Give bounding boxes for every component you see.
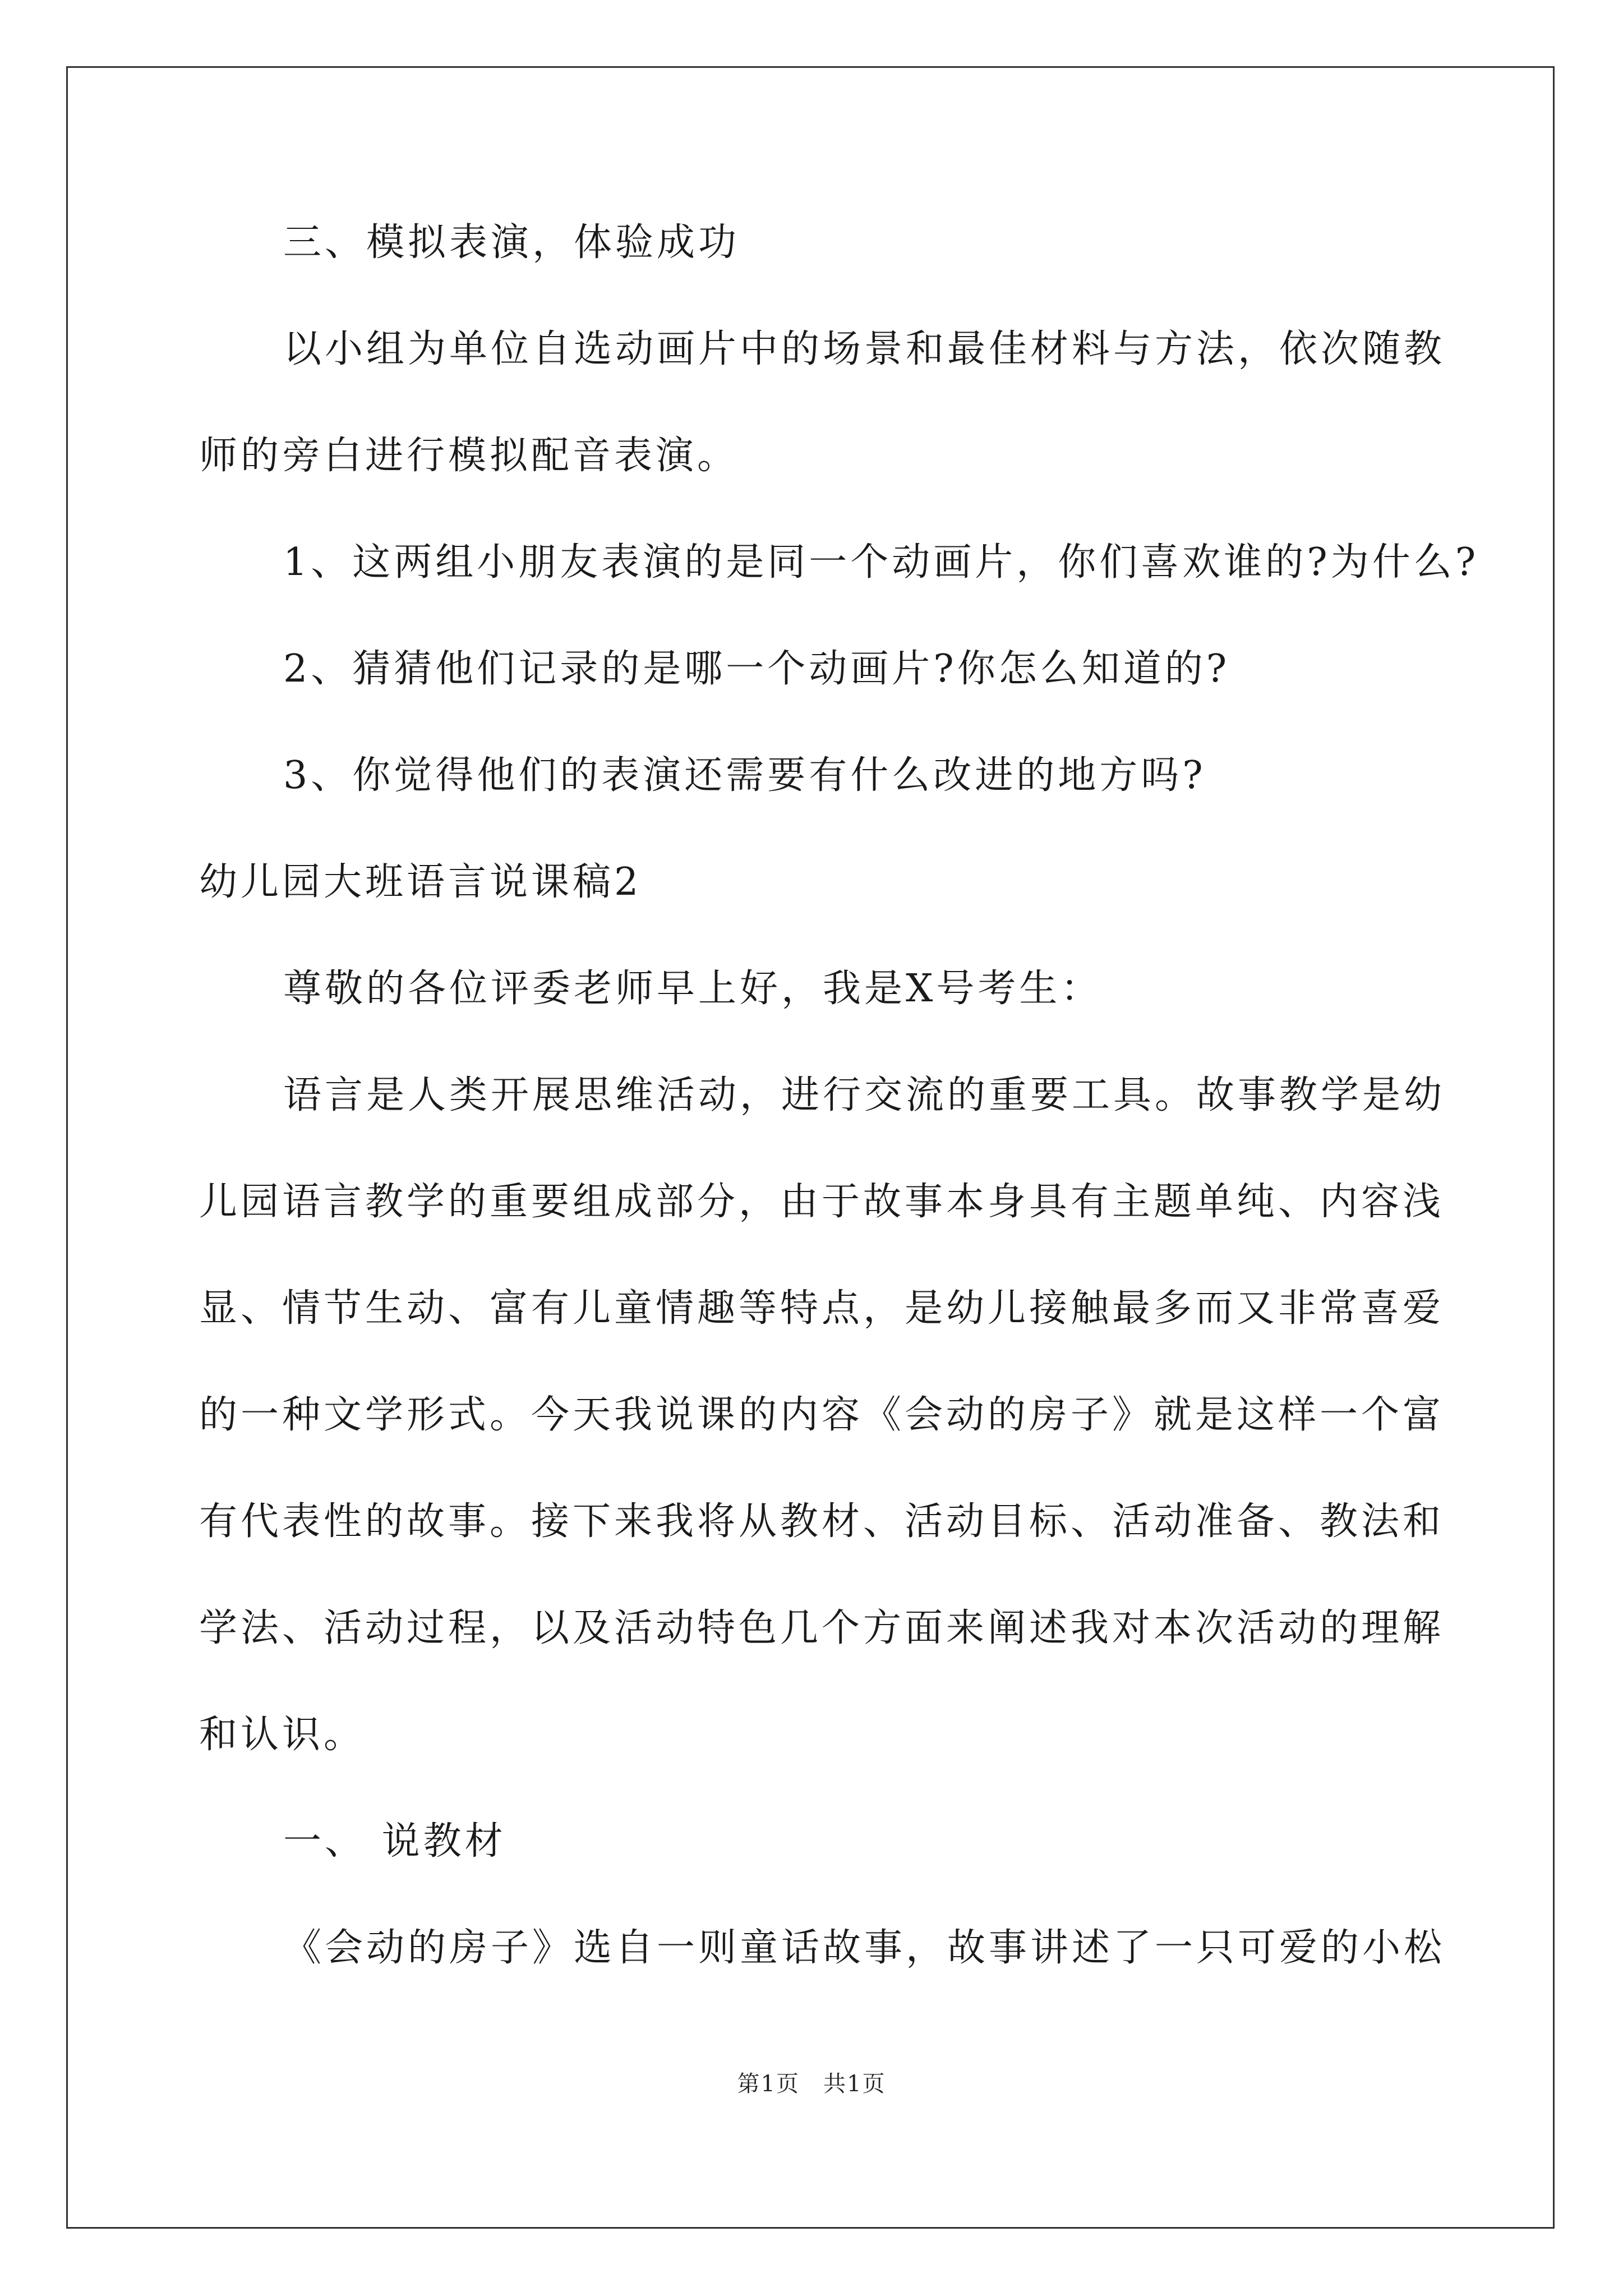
paragraph-line: 《会动的房子》选自一则童话故事，故事讲述了一只可爱的小松	[283, 1926, 1446, 1970]
section-heading: 一、 说教材	[283, 1819, 506, 1864]
document-title: 幼儿园大班语言说课稿2	[199, 860, 642, 904]
list-item: 3、你觉得他们的表演还需要有什么改进的地方吗?	[283, 753, 1206, 798]
section-heading: 三、模拟表演，体验成功	[283, 220, 740, 265]
page-border	[66, 66, 1555, 2229]
list-item: 1、这两组小朋友表演的是同一个动画片，你们喜欢谁的?为什么?	[283, 540, 1479, 585]
page-footer: 第1页 共1页	[737, 2071, 886, 2097]
paragraph-line: 以小组为单位自选动画片中的场景和最佳材料与方法，依次随教	[283, 327, 1446, 371]
paragraph-line: 显、情节生动、富有儿童情趣等特点，是幼儿接触最多而又非常喜爱	[199, 1286, 1445, 1331]
paragraph-line: 师的旁白进行模拟配音表演。	[199, 434, 739, 478]
paragraph-line: 和认识。	[199, 1713, 366, 1757]
paragraph-line: 的一种文学形式。今天我说课的内容《会动的房子》就是这样一个富	[199, 1393, 1445, 1437]
paragraph-line: 有代表性的故事。接下来我将从教材、活动目标、活动准备、教法和	[199, 1499, 1445, 1544]
paragraph-line: 尊敬的各位评委老师早上好，我是X号考生：	[283, 967, 1103, 1011]
paragraph-line: 儿园语言教学的重要组成部分，由于故事本身具有主题单纯、内容浅	[199, 1180, 1445, 1224]
paragraph-line: 语言是人类开展思维活动，进行交流的重要工具。故事教学是幼	[283, 1073, 1446, 1117]
paragraph-line: 学法、活动过程，以及活动特色几个方面来阐述我对本次活动的理解	[199, 1606, 1445, 1650]
list-item: 2、猜猜他们记录的是哪一个动画片?你怎么知道的?	[283, 647, 1230, 691]
